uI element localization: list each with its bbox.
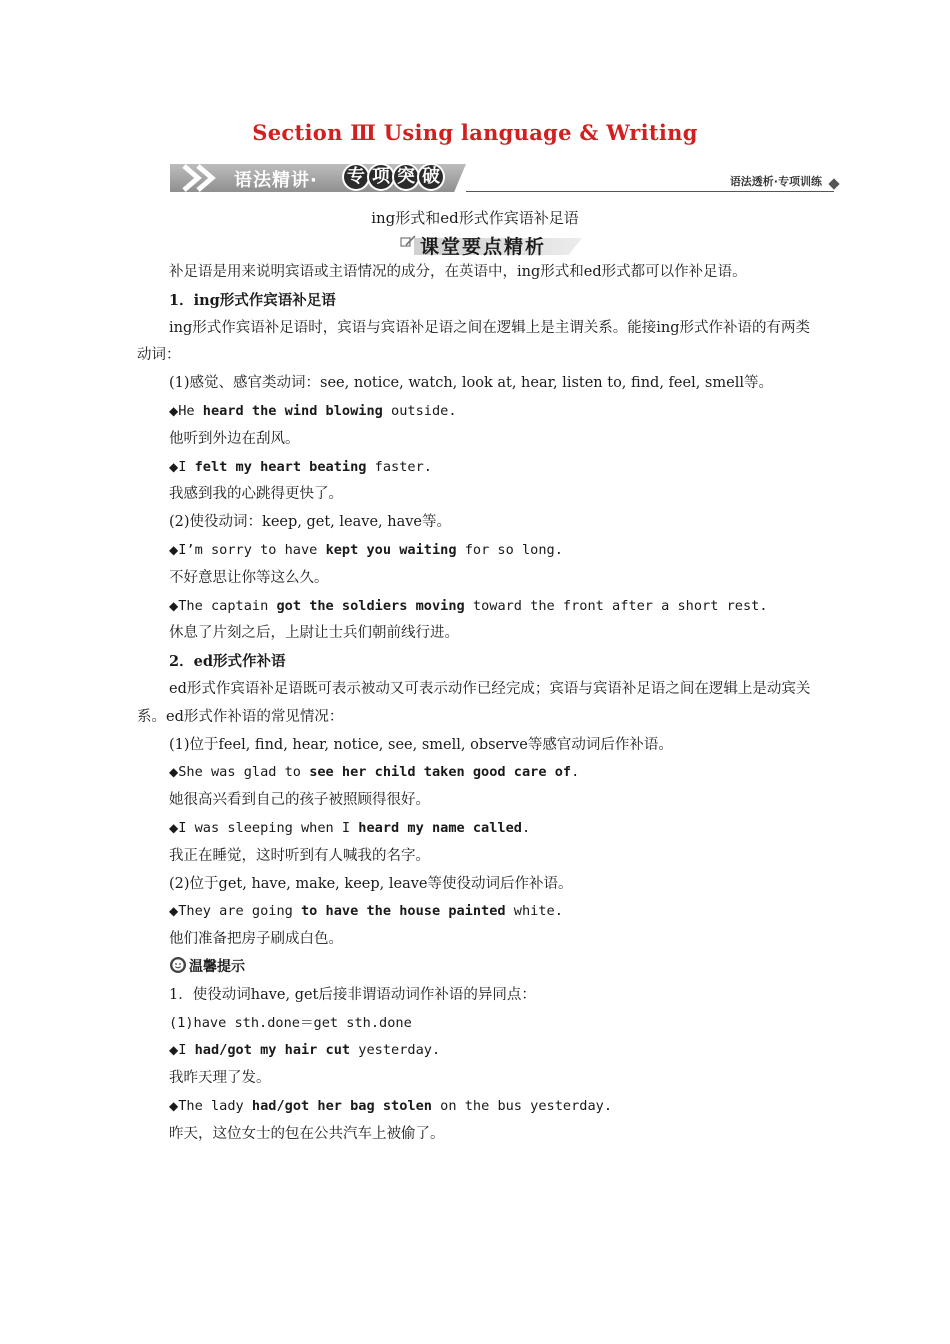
bullet-diamond-icon: ◆ [169,1043,179,1058]
example-translation: 不好意思让你等这么久。 [169,569,329,586]
tip-heading [137,954,817,982]
intro-paragraph: 补足语是用来说明宾语或主语情况的成分，在英语中，ing形式和ed形式都可以作补足语。 [169,264,747,280]
example-text: I [178,458,195,475]
example-sentence [137,1037,817,1065]
section-title: Section Ⅲ Using language & Writing [252,120,698,145]
section-label-text: 课堂要点精析 [420,236,547,258]
banner-rule [466,191,834,192]
example-translation: 我感到我的心跳得更快了。 [169,486,343,503]
example-text: faster. [366,458,432,475]
smiley-icon [169,956,187,974]
example-translation: 休息了片刻之后，上尉让士兵们朝前线行进。 [169,625,459,642]
part1-sub2: (2)使役动词：keep, get, leave, have等。 [169,514,452,531]
bullet-diamond-icon: ◆ [169,1098,179,1113]
part1-heading: 1．ing形式作宾语补足语 [169,291,336,309]
example-text: I’m sorry to have [178,541,326,558]
tip-heading-text: 温馨提示 [189,958,245,975]
example-text: toward the front after a short rest. [464,597,768,614]
example-highlight: had/got my hair cut [194,1042,351,1059]
part2-sub2: (2)位于get, have, make, keep, leave等使役动词后作补语。 [169,875,573,892]
example-highlight: heard my name called [358,819,522,836]
topic-subtitle: ing形式和ed形式作宾语补足语 [371,209,579,227]
diamond-icon [828,178,839,189]
document-body [137,259,817,1149]
example-highlight: to have the house painted [301,903,506,920]
banner-left-text: 语法精讲· [234,170,318,191]
example-text: for so long. [456,541,563,558]
bullet-diamond-icon: ◆ [169,820,179,835]
bullet-diamond-icon: ◆ [169,542,179,557]
example-sentence [137,593,817,621]
example-text: I [178,1042,195,1059]
bullet-diamond-icon: ◆ [169,765,179,780]
example-text: I was sleeping when I [178,819,359,836]
tip-line1: 1．使役动词have, get后接非谓语动词作补语的异同点： [169,986,536,1003]
example-text: They are going [178,903,301,920]
example-sentence [137,898,817,926]
banner-char: 项 [369,165,393,189]
example-translation: 他们准备把房子刷成白色。 [169,931,343,948]
double-chevron-icon [176,164,232,192]
banner-tag: 语法透析·专项训练 [729,175,822,188]
example-highlight: see her child taken good care of [309,764,572,781]
example-text: . [521,819,531,836]
example-sentence [137,759,817,787]
example-highlight: felt my heart beating [194,458,367,475]
example-text: white. [505,903,563,920]
example-translation: 我正在睡觉，这时听到有人喊我的名字。 [169,847,430,864]
example-sentence [137,815,817,843]
example-highlight: heard the wind blowing [202,402,383,419]
part2-sub1: (1)位于feel, find, hear, notice, see, smell, observe等感官动词后作补语。 [169,736,673,753]
bullet-diamond-icon: ◆ [169,598,179,613]
example-highlight: had/got her bag stolen [251,1097,432,1114]
example-text: yesterday. [350,1042,441,1059]
example-highlight: got the soldiers moving [276,597,465,614]
example-translation: 她很高兴看到自己的孩子被照顾得很好。 [169,792,430,809]
part2-heading: 2．ed形式作补语 [169,653,286,671]
example-text: on the bus yesterday. [431,1097,613,1114]
bullet-diamond-icon: ◆ [169,904,179,919]
pencil-icon [400,235,416,249]
grammar-banner [170,161,840,194]
example-translation: 他听到外边在刮风。 [169,430,300,447]
example-translation: 我昨天理了发。 [169,1070,271,1087]
example-highlight: kept you waiting [325,541,457,558]
example-text: outside. [382,402,457,419]
bullet-diamond-icon: ◆ [169,459,179,474]
part1-sub1: (1)感觉、感官类动词：see, notice, watch, look at, hear, listen to, find, feel, smell等。 [169,375,773,392]
example-text: The lady [178,1097,252,1114]
part2-description: ed形式作宾语补足语既可表示被动又可表示动作已经完成；宾语与宾语补足语之间在逻辑上是动宾关系。ed形式作补语的常见情况： [137,680,811,725]
example-sentence [137,398,817,426]
banner-char: 破 [419,165,443,189]
example-text: She was glad to [178,764,310,781]
section-label [400,231,582,258]
bullet-diamond-icon: ◆ [169,403,179,418]
example-translation: 昨天，这位女士的包在公共汽车上被偷了。 [169,1125,445,1142]
part1-description: ing形式作宾语补足语时，宾语与宾语补足语之间在逻辑上是主谓关系。能接ing形式作补语的有两类动词： [137,319,811,364]
banner-right-text [344,165,444,189]
example-text: . [571,764,580,781]
tip-line2: (1)have sth.done＝get sth.done [169,1014,412,1031]
example-sentence [137,454,817,482]
banner-char: 突 [394,165,418,189]
example-sentence [137,1093,817,1121]
example-text: The captain [178,597,277,614]
example-sentence [137,537,817,565]
banner-char: 专 [344,165,368,189]
example-text: He [178,402,203,419]
